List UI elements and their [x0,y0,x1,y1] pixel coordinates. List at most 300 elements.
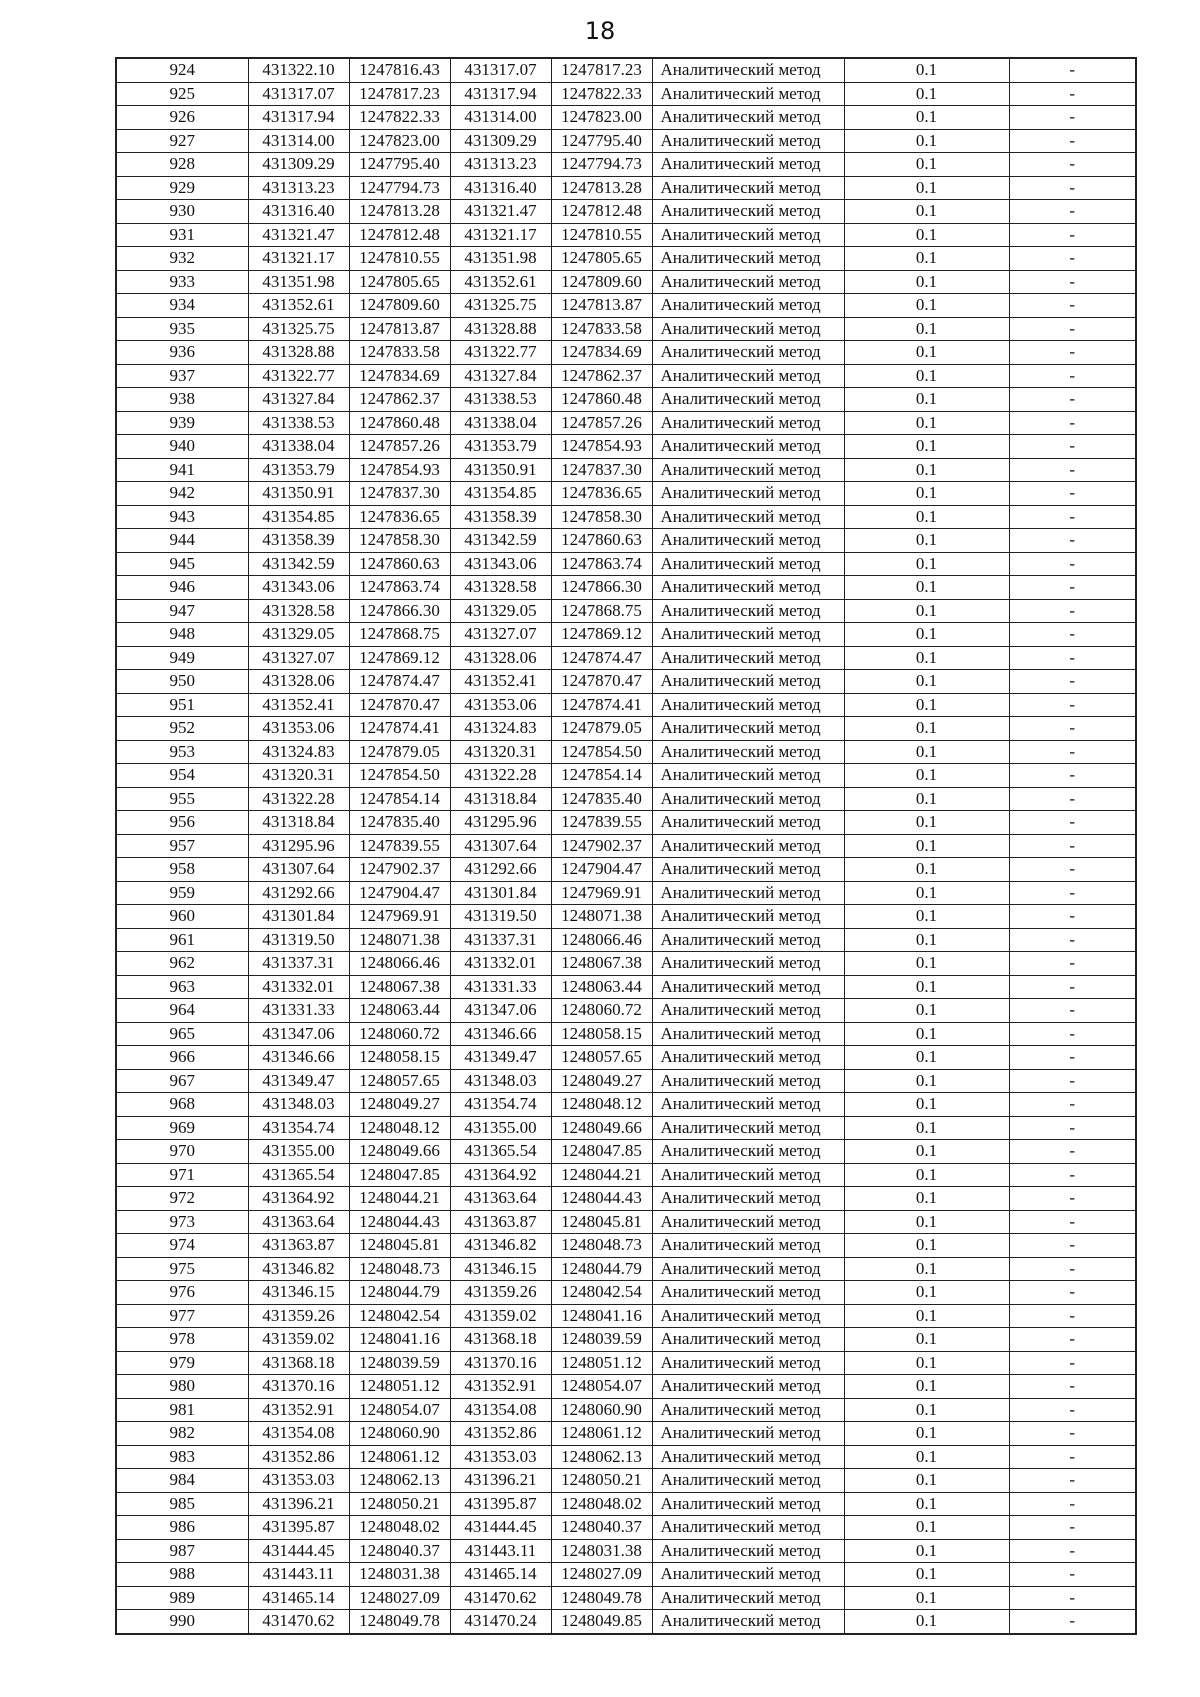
point-number-cell: 926 [116,106,248,130]
table-row [116,928,1136,952]
y-end-cell: 1248045.81 [551,1210,652,1234]
y-start-cell: 1247813.28 [349,200,450,224]
x-end-cell: 431346.15 [450,1257,551,1281]
table-row [116,1563,1136,1587]
accuracy-cell: 0.1 [844,881,1009,905]
method-cell: Аналитический метод [652,482,844,506]
note-cell: - [1009,1163,1136,1187]
accuracy-cell: 0.1 [844,1022,1009,1046]
y-end-cell: 1247810.55 [551,223,652,247]
method-cell: Аналитический метод [652,1257,844,1281]
method-cell: Аналитический метод [652,1351,844,1375]
accuracy-cell: 0.1 [844,364,1009,388]
note-cell: - [1009,294,1136,318]
point-number-cell: 955 [116,787,248,811]
accuracy-cell: 0.1 [844,858,1009,882]
table-row [116,106,1136,130]
method-cell: Аналитический метод [652,1422,844,1446]
note-cell: - [1009,82,1136,106]
y-start-cell: 1248040.37 [349,1539,450,1563]
x-end-cell: 431328.06 [450,646,551,670]
x-end-cell: 431346.66 [450,1022,551,1046]
note-cell: - [1009,1610,1136,1634]
accuracy-cell: 0.1 [844,1093,1009,1117]
accuracy-cell: 0.1 [844,247,1009,271]
point-number-cell: 981 [116,1398,248,1422]
accuracy-cell: 0.1 [844,1069,1009,1093]
table-row [116,529,1136,553]
y-start-cell: 1247812.48 [349,223,450,247]
y-start-cell: 1248071.38 [349,928,450,952]
x-end-cell: 431301.84 [450,881,551,905]
note-cell: - [1009,1422,1136,1446]
y-start-cell: 1247817.23 [349,82,450,106]
accuracy-cell: 0.1 [844,435,1009,459]
point-number-cell: 977 [116,1304,248,1328]
table-row [116,411,1136,435]
method-cell: Аналитический метод [652,1187,844,1211]
table-row [116,1398,1136,1422]
note-cell: - [1009,129,1136,153]
table-row [116,693,1136,717]
y-start-cell: 1248031.38 [349,1563,450,1587]
y-start-cell: 1247823.00 [349,129,450,153]
method-cell: Аналитический метод [652,952,844,976]
x-start-cell: 431363.87 [248,1234,349,1258]
method-cell: Аналитический метод [652,1163,844,1187]
note-cell: - [1009,317,1136,341]
y-end-cell: 1247805.65 [551,247,652,271]
x-start-cell: 431319.50 [248,928,349,952]
note-cell: - [1009,881,1136,905]
method-cell: Аналитический метод [652,1328,844,1352]
point-number-cell: 940 [116,435,248,459]
y-start-cell: 1247879.05 [349,740,450,764]
accuracy-cell: 0.1 [844,670,1009,694]
note-cell: - [1009,1046,1136,1070]
point-number-cell: 964 [116,999,248,1023]
x-start-cell: 431354.85 [248,505,349,529]
point-number-cell: 990 [116,1610,248,1634]
method-cell: Аналитический метод [652,1586,844,1610]
x-end-cell: 431313.23 [450,153,551,177]
table-row [116,58,1136,82]
table-row [116,317,1136,341]
x-start-cell: 431316.40 [248,200,349,224]
method-cell: Аналитический метод [652,106,844,130]
x-start-cell: 431328.88 [248,341,349,365]
note-cell: - [1009,482,1136,506]
y-end-cell: 1248048.73 [551,1234,652,1258]
x-start-cell: 431353.03 [248,1469,349,1493]
x-end-cell: 431353.79 [450,435,551,459]
y-end-cell: 1247858.30 [551,505,652,529]
x-start-cell: 431352.86 [248,1445,349,1469]
x-start-cell: 431317.07 [248,82,349,106]
table-row [116,505,1136,529]
x-start-cell: 431329.05 [248,623,349,647]
y-end-cell: 1248060.72 [551,999,652,1023]
y-end-cell: 1248051.12 [551,1351,652,1375]
y-end-cell: 1247854.50 [551,740,652,764]
y-end-cell: 1248041.16 [551,1304,652,1328]
point-number-cell: 983 [116,1445,248,1469]
x-start-cell: 431295.96 [248,834,349,858]
x-end-cell: 431359.26 [450,1281,551,1305]
table-row [116,1022,1136,1046]
x-end-cell: 431322.28 [450,764,551,788]
y-start-cell: 1248067.38 [349,975,450,999]
point-number-cell: 936 [116,341,248,365]
x-end-cell: 431319.50 [450,905,551,929]
x-end-cell: 431365.54 [450,1140,551,1164]
x-start-cell: 431353.06 [248,717,349,741]
method-cell: Аналитический метод [652,317,844,341]
y-start-cell: 1248042.54 [349,1304,450,1328]
note-cell: - [1009,952,1136,976]
method-cell: Аналитический метод [652,1234,844,1258]
note-cell: - [1009,1234,1136,1258]
y-end-cell: 1247862.37 [551,364,652,388]
accuracy-cell: 0.1 [844,717,1009,741]
note-cell: - [1009,717,1136,741]
x-end-cell: 431364.92 [450,1163,551,1187]
table-row [116,270,1136,294]
y-end-cell: 1248031.38 [551,1539,652,1563]
table-row [116,1116,1136,1140]
method-cell: Аналитический метод [652,153,844,177]
y-start-cell: 1247854.14 [349,787,450,811]
accuracy-cell: 0.1 [844,1140,1009,1164]
method-cell: Аналитический метод [652,1563,844,1587]
method-cell: Аналитический метод [652,552,844,576]
x-end-cell: 431353.06 [450,693,551,717]
y-start-cell: 1247833.58 [349,341,450,365]
x-start-cell: 431338.04 [248,435,349,459]
y-start-cell: 1247816.43 [349,58,450,82]
table-row [116,247,1136,271]
point-number-cell: 948 [116,623,248,647]
accuracy-cell: 0.1 [844,552,1009,576]
accuracy-cell: 0.1 [844,341,1009,365]
y-end-cell: 1248048.02 [551,1492,652,1516]
y-start-cell: 1247874.47 [349,670,450,694]
accuracy-cell: 0.1 [844,106,1009,130]
y-end-cell: 1247833.58 [551,317,652,341]
y-end-cell: 1248050.21 [551,1469,652,1493]
x-end-cell: 431359.02 [450,1304,551,1328]
x-start-cell: 431324.83 [248,740,349,764]
x-end-cell: 431363.64 [450,1187,551,1211]
point-number-cell: 930 [116,200,248,224]
x-end-cell: 431358.39 [450,505,551,529]
x-end-cell: 431352.86 [450,1422,551,1446]
table-row [116,1257,1136,1281]
accuracy-cell: 0.1 [844,200,1009,224]
point-number-cell: 937 [116,364,248,388]
note-cell: - [1009,1304,1136,1328]
x-start-cell: 431349.47 [248,1069,349,1093]
x-start-cell: 431317.94 [248,106,349,130]
note-cell: - [1009,1022,1136,1046]
accuracy-cell: 0.1 [844,411,1009,435]
y-end-cell: 1248040.37 [551,1516,652,1540]
point-number-cell: 960 [116,905,248,929]
method-cell: Аналитический метод [652,1069,844,1093]
y-end-cell: 1247866.30 [551,576,652,600]
point-number-cell: 945 [116,552,248,576]
accuracy-cell: 0.1 [844,223,1009,247]
accuracy-cell: 0.1 [844,388,1009,412]
x-start-cell: 431346.82 [248,1257,349,1281]
method-cell: Аналитический метод [652,811,844,835]
x-end-cell: 431317.07 [450,58,551,82]
x-end-cell: 431321.47 [450,200,551,224]
y-start-cell: 1247860.48 [349,411,450,435]
accuracy-cell: 0.1 [844,1046,1009,1070]
y-start-cell: 1247866.30 [349,599,450,623]
x-start-cell: 431307.64 [248,858,349,882]
table-row [116,1328,1136,1352]
accuracy-cell: 0.1 [844,787,1009,811]
point-number-cell: 969 [116,1116,248,1140]
accuracy-cell: 0.1 [844,975,1009,999]
table-row [116,341,1136,365]
y-start-cell: 1247854.50 [349,764,450,788]
x-start-cell: 431444.45 [248,1539,349,1563]
y-start-cell: 1248044.21 [349,1187,450,1211]
y-start-cell: 1248048.73 [349,1257,450,1281]
y-start-cell: 1247869.12 [349,646,450,670]
accuracy-cell: 0.1 [844,1163,1009,1187]
accuracy-cell: 0.1 [844,153,1009,177]
x-end-cell: 431309.29 [450,129,551,153]
point-number-cell: 972 [116,1187,248,1211]
x-start-cell: 431328.06 [248,670,349,694]
x-start-cell: 431325.75 [248,317,349,341]
y-end-cell: 1247869.12 [551,623,652,647]
method-cell: Аналитический метод [652,1281,844,1305]
point-number-cell: 939 [116,411,248,435]
x-end-cell: 431351.98 [450,247,551,271]
point-number-cell: 927 [116,129,248,153]
accuracy-cell: 0.1 [844,458,1009,482]
method-cell: Аналитический метод [652,223,844,247]
note-cell: - [1009,623,1136,647]
table-row [116,458,1136,482]
y-start-cell: 1247868.75 [349,623,450,647]
note-cell: - [1009,106,1136,130]
method-cell: Аналитический метод [652,82,844,106]
accuracy-cell: 0.1 [844,623,1009,647]
accuracy-cell: 0.1 [844,834,1009,858]
x-start-cell: 431395.87 [248,1516,349,1540]
y-start-cell: 1248050.21 [349,1492,450,1516]
note-cell: - [1009,1351,1136,1375]
x-end-cell: 431355.00 [450,1116,551,1140]
y-end-cell: 1248049.85 [551,1610,652,1634]
point-number-cell: 959 [116,881,248,905]
note-cell: - [1009,1069,1136,1093]
y-start-cell: 1248048.12 [349,1116,450,1140]
table-row [116,435,1136,459]
method-cell: Аналитический метод [652,1022,844,1046]
y-end-cell: 1247834.69 [551,341,652,365]
x-start-cell: 431332.01 [248,975,349,999]
point-number-cell: 956 [116,811,248,835]
y-end-cell: 1247823.00 [551,106,652,130]
table-row [116,975,1136,999]
y-start-cell: 1248058.15 [349,1046,450,1070]
note-cell: - [1009,270,1136,294]
y-start-cell: 1247839.55 [349,834,450,858]
y-end-cell: 1248039.59 [551,1328,652,1352]
point-number-cell: 944 [116,529,248,553]
y-start-cell: 1248060.72 [349,1022,450,1046]
point-number-cell: 961 [116,928,248,952]
table-row [116,1093,1136,1117]
point-number-cell: 986 [116,1516,248,1540]
method-cell: Аналитический метод [652,270,844,294]
point-number-cell: 963 [116,975,248,999]
method-cell: Аналитический метод [652,1116,844,1140]
x-start-cell: 431353.79 [248,458,349,482]
table-row [116,811,1136,835]
note-cell: - [1009,905,1136,929]
x-start-cell: 431443.11 [248,1563,349,1587]
accuracy-cell: 0.1 [844,764,1009,788]
y-end-cell: 1248057.65 [551,1046,652,1070]
y-end-cell: 1247860.63 [551,529,652,553]
y-start-cell: 1248060.90 [349,1422,450,1446]
method-cell: Аналитический метод [652,505,844,529]
method-cell: Аналитический метод [652,1140,844,1164]
y-end-cell: 1248071.38 [551,905,652,929]
point-number-cell: 982 [116,1422,248,1446]
note-cell: - [1009,1492,1136,1516]
page-number: 18 [584,17,616,45]
y-end-cell: 1248049.27 [551,1069,652,1093]
point-number-cell: 957 [116,834,248,858]
y-end-cell: 1248060.90 [551,1398,652,1422]
y-start-cell: 1247794.73 [349,176,450,200]
note-cell: - [1009,999,1136,1023]
accuracy-cell: 0.1 [844,999,1009,1023]
method-cell: Аналитический метод [652,1093,844,1117]
method-cell: Аналитический метод [652,975,844,999]
y-start-cell: 1247837.30 [349,482,450,506]
note-cell: - [1009,58,1136,82]
accuracy-cell: 0.1 [844,1281,1009,1305]
table-row [116,764,1136,788]
note-cell: - [1009,1469,1136,1493]
x-end-cell: 431395.87 [450,1492,551,1516]
x-start-cell: 431355.00 [248,1140,349,1164]
coordinates-table-body [116,58,1136,1634]
accuracy-cell: 0.1 [844,1539,1009,1563]
point-number-cell: 935 [116,317,248,341]
table-row [116,1375,1136,1399]
y-end-cell: 1247969.91 [551,881,652,905]
table-row [116,388,1136,412]
x-end-cell: 431338.04 [450,411,551,435]
method-cell: Аналитический метод [652,670,844,694]
x-start-cell: 431354.08 [248,1422,349,1446]
table-row [116,999,1136,1023]
method-cell: Аналитический метод [652,858,844,882]
y-end-cell: 1247868.75 [551,599,652,623]
y-end-cell: 1247809.60 [551,270,652,294]
point-number-cell: 975 [116,1257,248,1281]
method-cell: Аналитический метод [652,576,844,600]
y-start-cell: 1248049.66 [349,1140,450,1164]
note-cell: - [1009,975,1136,999]
table-row [116,599,1136,623]
x-start-cell: 431301.84 [248,905,349,929]
x-start-cell: 431370.16 [248,1375,349,1399]
y-end-cell: 1247835.40 [551,787,652,811]
method-cell: Аналитический метод [652,1445,844,1469]
y-start-cell: 1247857.26 [349,435,450,459]
x-end-cell: 431368.18 [450,1328,551,1352]
table-row [116,740,1136,764]
y-end-cell: 1248054.07 [551,1375,652,1399]
y-start-cell: 1248061.12 [349,1445,450,1469]
note-cell: - [1009,811,1136,835]
y-end-cell: 1248027.09 [551,1563,652,1587]
accuracy-cell: 0.1 [844,1398,1009,1422]
table-row [116,1539,1136,1563]
x-start-cell: 431322.28 [248,787,349,811]
accuracy-cell: 0.1 [844,317,1009,341]
x-end-cell: 431295.96 [450,811,551,835]
x-start-cell: 431322.10 [248,58,349,82]
x-end-cell: 431346.82 [450,1234,551,1258]
accuracy-cell: 0.1 [844,905,1009,929]
y-start-cell: 1247834.69 [349,364,450,388]
x-end-cell: 431349.47 [450,1046,551,1070]
point-number-cell: 984 [116,1469,248,1493]
x-end-cell: 431327.07 [450,623,551,647]
accuracy-cell: 0.1 [844,576,1009,600]
accuracy-cell: 0.1 [844,1469,1009,1493]
note-cell: - [1009,787,1136,811]
y-start-cell: 1248049.78 [349,1610,450,1634]
point-number-cell: 928 [116,153,248,177]
note-cell: - [1009,858,1136,882]
table-row [116,1610,1136,1634]
x-end-cell: 431370.16 [450,1351,551,1375]
method-cell: Аналитический метод [652,129,844,153]
x-end-cell: 431354.08 [450,1398,551,1422]
y-end-cell: 1248049.66 [551,1116,652,1140]
table-row [116,1422,1136,1446]
y-start-cell: 1247874.41 [349,717,450,741]
y-end-cell: 1247854.93 [551,435,652,459]
table-row [116,294,1136,318]
note-cell: - [1009,505,1136,529]
note-cell: - [1009,247,1136,271]
method-cell: Аналитический метод [652,1375,844,1399]
y-end-cell: 1247879.05 [551,717,652,741]
x-start-cell: 431351.98 [248,270,349,294]
method-cell: Аналитический метод [652,1398,844,1422]
note-cell: - [1009,552,1136,576]
x-start-cell: 431465.14 [248,1586,349,1610]
y-end-cell: 1247857.26 [551,411,652,435]
x-start-cell: 431365.54 [248,1163,349,1187]
point-number-cell: 978 [116,1328,248,1352]
